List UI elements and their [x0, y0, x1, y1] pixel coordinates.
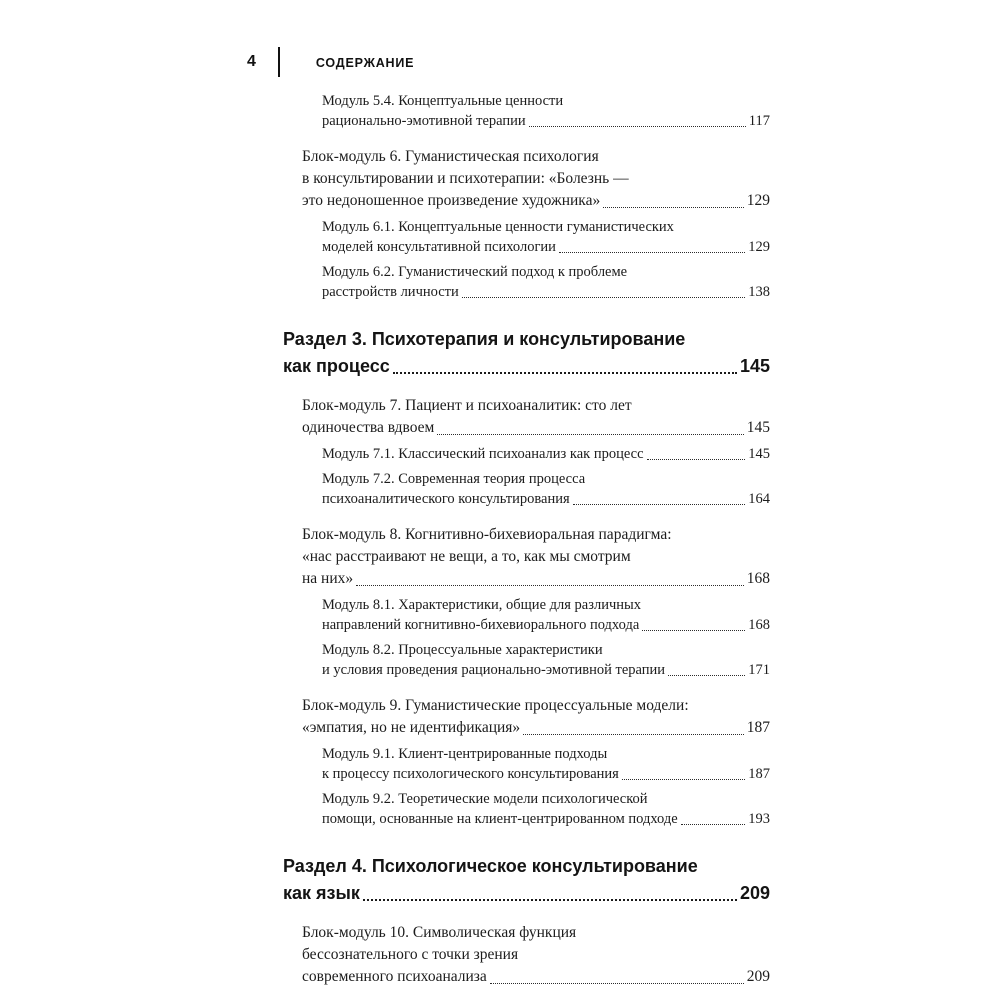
dot-leader [523, 734, 744, 735]
entry-text: моделей консультативной психологии [322, 239, 556, 255]
page-ref: 138 [748, 284, 770, 300]
dot-leader [559, 252, 745, 253]
entry-text: Модуль 7.1. Классический психоанализ как процесс [322, 446, 644, 462]
page-ref: 209 [739, 883, 770, 903]
page-ref: 168 [748, 617, 770, 633]
entry-text: расстройств личности [322, 284, 459, 300]
entry-text: Блок-модуль 9. Гуманистические процессуальные модели: [302, 697, 689, 714]
entry-text: Модуль 5.4. Концептуальные ценности [322, 93, 564, 109]
toc-entry-module [283, 217, 770, 257]
dot-leader [622, 779, 745, 780]
dot-leader [603, 207, 744, 208]
entry-text: Раздел 4. Психологическое консультирование [283, 856, 698, 876]
toc-entry-module [283, 789, 770, 829]
toc-entry-section [283, 326, 770, 380]
toc-entry-module [283, 595, 770, 635]
page-ref: 129 [746, 192, 770, 209]
entry-text: Раздел 3. Психотерапия и консультирование [283, 329, 686, 349]
toc-entry-section [283, 853, 770, 907]
entry-text: Модуль 6.2. Гуманистический подход к проблеме [322, 264, 628, 280]
entry-text: это недоношенное произведение художника» [302, 192, 601, 209]
entry-text: помощи, основанные на клиент-центрированном подходе [322, 811, 678, 827]
entry-text: на них» [302, 570, 354, 587]
toc-entry-block [283, 922, 770, 988]
page-ref: 171 [748, 662, 770, 678]
dot-leader [529, 126, 746, 127]
folio-page-number: 4 [247, 53, 256, 70]
dot-leader [356, 585, 744, 586]
entry-text: Модуль 6.1. Концептуальные ценности гуманистических [322, 219, 674, 235]
page-ref: 187 [746, 719, 770, 736]
toc-entry-block [283, 524, 770, 590]
page-ref: 164 [748, 491, 770, 507]
entry-text: к процессу психологического консультирования [322, 766, 619, 782]
entry-text: одиночества вдвоем [302, 419, 435, 436]
entry-text: Блок-модуль 6. Гуманистическая психология [302, 148, 599, 165]
toc-entry-module [283, 262, 770, 302]
page-ref: 145 [748, 446, 770, 462]
page-header [247, 46, 414, 78]
entry-text: и условия проведения рационально-эмотивной терапии [322, 662, 666, 678]
toc-entry-module [283, 91, 770, 131]
entry-text: Блок-модуль 10. Символическая функция [302, 924, 577, 941]
toc-entry-block [283, 146, 770, 212]
dot-leader [462, 297, 745, 298]
page-ref: 187 [748, 766, 770, 782]
dot-leader [490, 983, 744, 984]
entry-text: Модуль 9.2. Теоретические модели психологической [322, 791, 648, 807]
dot-leader [363, 899, 737, 901]
entry-text: современного психоанализа [302, 968, 487, 985]
dot-leader [668, 675, 745, 676]
dot-leader [681, 824, 746, 825]
entry-text: Модуль 8.1. Характеристики, общие для различных [322, 597, 641, 613]
page-ref: 193 [748, 811, 770, 827]
entry-text: Модуль 8.2. Процессуальные характеристики [322, 642, 603, 658]
page-ref: 209 [746, 968, 770, 985]
entry-text: «эмпатия, но не идентификация» [302, 719, 521, 736]
dot-leader [393, 372, 737, 374]
dot-leader [642, 630, 745, 631]
entry-text: как процесс [283, 356, 390, 376]
dot-leader [573, 504, 746, 505]
toc-entry-module [283, 744, 770, 784]
entry-text: как язык [283, 883, 360, 903]
page-ref: 129 [748, 239, 770, 255]
page-ref: 145 [739, 356, 770, 376]
header-divider [278, 47, 280, 77]
contents-heading: СОДЕРЖАНИЕ [315, 56, 415, 70]
dot-leader [647, 459, 746, 460]
dot-leader [437, 434, 743, 435]
entry-text: Блок-модуль 8. Когнитивно-бихевиоральная парадигма: [302, 526, 672, 543]
page-ref: 168 [746, 570, 770, 587]
page-ref: 117 [748, 113, 770, 129]
entry-text: Блок-модуль 7. Пациент и психоаналитик: сто лет [302, 397, 632, 414]
toc-list [283, 86, 770, 988]
entry-text: бессознательного с точки зрения [302, 946, 519, 963]
entry-text: направлений когнитивно-бихевиорального подхода [322, 617, 640, 633]
toc-entry-module [283, 469, 770, 509]
entry-text: психоаналитического консультирования [322, 491, 570, 507]
toc-entry-block [283, 395, 770, 439]
entry-text: рационально-эмотивной терапии [322, 113, 526, 129]
entry-text: в консультировании и психотерапии: «Болезнь — [302, 170, 629, 187]
entry-text: Модуль 9.1. Клиент-центрированные подходы [322, 746, 608, 762]
entry-text: «нас расстраивают не вещи, а то, как мы смотрим [302, 548, 631, 565]
toc-entry-module [283, 444, 770, 464]
toc-entry-block [283, 695, 770, 739]
toc-entry-module [283, 640, 770, 680]
page-ref: 145 [746, 419, 770, 436]
entry-text: Модуль 7.2. Современная теория процесса [322, 471, 586, 487]
